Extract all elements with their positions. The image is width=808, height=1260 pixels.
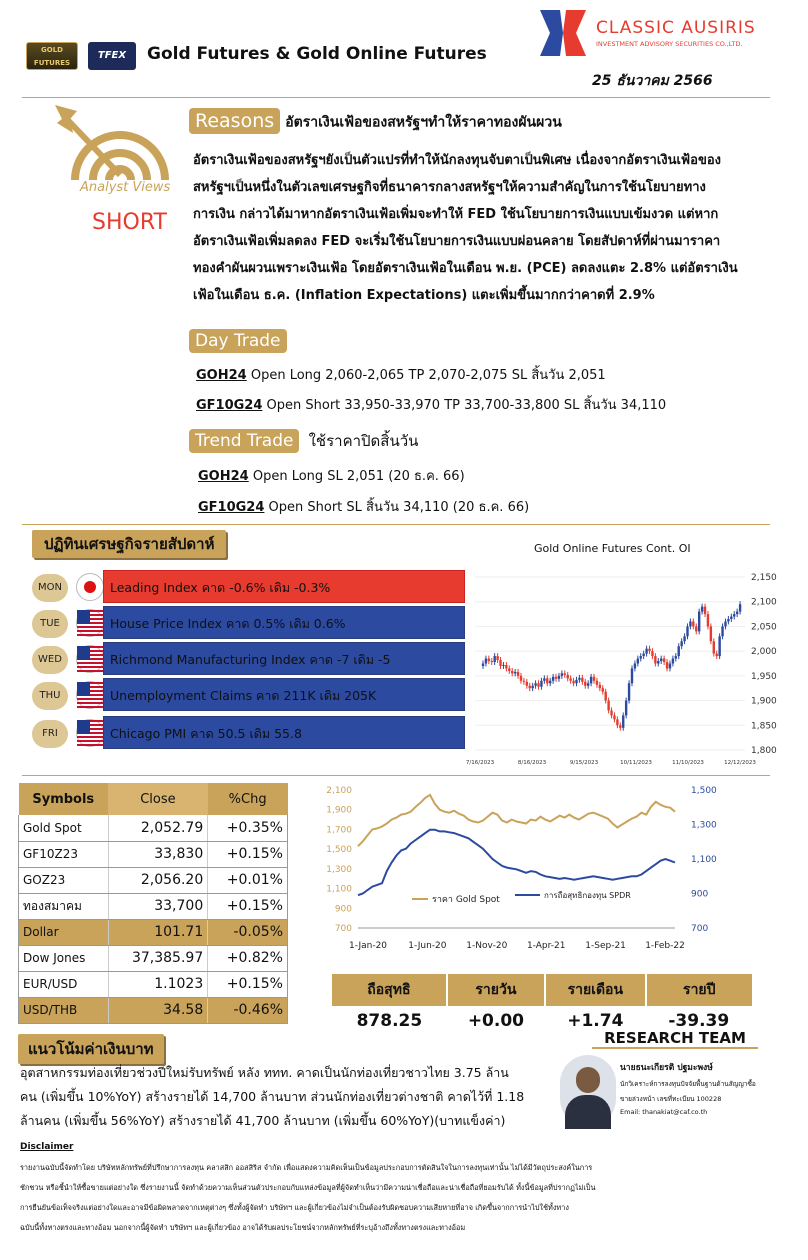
- disclaimer-title: Disclaimer: [20, 1142, 74, 1152]
- y-left-tick-label: 1,700: [326, 825, 352, 836]
- candle: [680, 641, 682, 646]
- trend-trade-note: ใช้ราคาปิดสิ้นวัน: [308, 432, 419, 450]
- summary-value: -39.39: [668, 1011, 730, 1031]
- calendar-title: ปฏิทินเศรษฐกิจรายสัปดาห์: [32, 530, 226, 558]
- candle: [482, 664, 484, 666]
- calendar-event: Leading Index คาด -0.6% เดิม -0.3%: [103, 570, 465, 603]
- candle: [587, 683, 589, 685]
- candle: [531, 686, 533, 688]
- symbols-table: [18, 783, 288, 1024]
- disclaimer-line: ชักชวน หรือชี้นำให้ซื้อขายแต่อย่างใด ซึ่งรายงานนี้ จัดทำด้วยความเห็นส่วนตัวประกอบกับแหล่งข้อมูลที่ผู้จัดทำเห็นว่ามีความน่าเชื่อถือและน่าเชื่อถือที่ยอมรับได้ ทั้งนี้ข้อมูลที่ปรากฏไม่เป็น: [20, 1183, 596, 1192]
- candle: [683, 636, 685, 641]
- table-row: [19, 971, 288, 997]
- legend-label: ราคา Gold Spot: [432, 895, 500, 905]
- reasons-headline: อัตราเงินเฟ้อของสหรัฐฯทำให้ราคาทองผันผวน: [285, 114, 562, 131]
- candle: [616, 719, 618, 725]
- table-header: Symbols: [32, 791, 95, 807]
- candle: [546, 678, 548, 683]
- candle: [529, 686, 531, 688]
- candle: [628, 683, 630, 700]
- page-title: Gold Futures & Gold Online Futures: [147, 44, 487, 64]
- candle: [701, 607, 703, 612]
- series-line: [358, 795, 675, 846]
- candle: [686, 626, 688, 636]
- table-cell-chg: -0.05%: [208, 919, 288, 945]
- y-tick-label: 2,150: [751, 573, 777, 583]
- day-badge-tue: TUE: [32, 610, 68, 638]
- analyst-views-label: Analyst Views: [80, 180, 171, 195]
- candle: [669, 664, 671, 669]
- candle: [485, 659, 487, 664]
- table-cell-close: 34.58: [108, 997, 208, 1023]
- day-badge-wed: WED: [32, 646, 68, 674]
- candle: [672, 659, 674, 664]
- trend-trade-item: GF10G24 Open Short SL สิ้นวัน 34,110 (20 ธ.ค. 66): [198, 500, 530, 515]
- us-flag-icon: [76, 609, 104, 637]
- research-email: Email: thanakiat@caf.co.th: [620, 1108, 708, 1116]
- reasons-section: [189, 108, 562, 134]
- company-subtitle: INVESTMENT ADVISORY SECURITIES CO.,LTD.: [596, 40, 743, 48]
- research-license: ขายล่วงหน้า เลขที่ทะเบียน 100228: [620, 1095, 722, 1103]
- y-left-tick-label: 1,500: [326, 845, 352, 856]
- disclaimer-body: [20, 1158, 780, 1238]
- candle: [716, 654, 718, 656]
- candle: [555, 677, 557, 679]
- candle: [604, 692, 606, 701]
- candle: [739, 604, 741, 611]
- x-tick-label: 10/11/2023: [620, 760, 652, 766]
- spdr-summary-table: [332, 974, 752, 1036]
- day-trade-label: Day Trade: [189, 329, 287, 353]
- candle: [651, 651, 653, 656]
- reasons-label: Reasons: [189, 108, 280, 134]
- table-cell-close: 1.1023: [108, 971, 208, 997]
- candle: [622, 715, 624, 727]
- y-left-tick-label: 1,100: [326, 884, 352, 895]
- candle: [704, 607, 706, 614]
- candle: [695, 626, 697, 631]
- target-dart-icon: [55, 105, 185, 185]
- legend-label: การถือสุทธิกองทุน SPDR: [544, 891, 631, 900]
- y-left-tick-label: 700: [334, 924, 352, 934]
- candle: [675, 656, 677, 658]
- candle: [493, 656, 495, 662]
- candle: [505, 665, 507, 668]
- table-row: [19, 945, 288, 971]
- candle: [534, 683, 536, 685]
- table-row: [19, 867, 288, 893]
- table-header: %Chg: [228, 791, 267, 807]
- table-cell-chg: +0.15%: [208, 893, 288, 919]
- x-tick-label: 8/16/2023: [517, 760, 547, 766]
- table-header: Close: [108, 783, 208, 815]
- candle: [581, 678, 583, 682]
- y-right-tick-label: 900: [691, 889, 709, 900]
- candle: [552, 677, 554, 681]
- calendar-event: Richmond Manufacturing Index คาด -7 เดิม -5: [103, 642, 465, 675]
- baht-line: อุตสาหกรรมท่องเที่ยวช่วงปีใหม่รับทรัพย์ หลัง ททท. คาดเป็นนักท่องเที่ยวชาวไทย 3.75 ล้าน: [20, 1065, 509, 1080]
- y-tick-label: 2,100: [751, 597, 777, 608]
- summary-header: รายปี: [646, 974, 752, 1006]
- x-tick-label: 1-Sep-21: [585, 941, 626, 951]
- table-cell-symbol: Gold Spot: [19, 815, 109, 841]
- table-cell-chg: +0.82%: [208, 945, 288, 971]
- candle: [549, 681, 551, 683]
- day-badge-fri: FRI: [32, 720, 68, 748]
- candle: [727, 619, 729, 621]
- research-team-label: RESEARCH TEAM: [592, 1029, 758, 1049]
- company-logo-icon: [540, 10, 586, 56]
- table-cell-close: 101.71: [108, 919, 208, 945]
- baht-body: [20, 1061, 548, 1133]
- section-divider: [22, 775, 770, 776]
- candle: [517, 672, 519, 676]
- candle: [491, 661, 493, 662]
- table-cell-close: 33,830: [108, 841, 208, 867]
- day-trade-item: GOH24 Open Long 2,060-2,065 TP 2,070-2,075 SL สิ้นวัน 2,051: [196, 368, 606, 383]
- candle: [698, 612, 700, 632]
- candle: [660, 659, 662, 661]
- candle: [575, 680, 577, 683]
- candle: [645, 649, 647, 654]
- candle: [599, 685, 601, 688]
- table-cell-chg: +0.15%: [208, 841, 288, 867]
- x-tick-label: 1-Jun-20: [408, 941, 447, 951]
- candle: [607, 701, 609, 711]
- candle: [540, 681, 542, 687]
- candle: [619, 725, 621, 727]
- header-divider: [22, 97, 770, 98]
- candle: [713, 641, 715, 653]
- candle: [567, 675, 569, 678]
- us-flag-icon: [76, 719, 104, 747]
- reasons-line: สหรัฐฯเป็นหนึ่งในตัวเลขเศรษฐกิจที่ธนาคารกลางสหรัฐฯให้ความสำคัญในการใช้นโยบายทาง: [193, 180, 706, 195]
- table-cell-symbol: ทองสมาคม: [19, 893, 109, 919]
- calendar-event: Unemployment Claims คาด 211K เดิม 205K: [103, 678, 465, 711]
- candle: [707, 614, 709, 626]
- table-row: [19, 815, 288, 841]
- series-line: [358, 830, 675, 896]
- table-cell-close: 37,385.97: [108, 945, 208, 971]
- candle: [733, 614, 735, 616]
- table-cell-close: 2,052.79: [108, 815, 208, 841]
- candle: [654, 656, 656, 663]
- y-left-tick-label: 2,100: [326, 786, 352, 796]
- gold-spdr-line-chart: [320, 780, 730, 960]
- trend-trade-item: GOH24 Open Long SL 2,051 (20 ธ.ค. 66): [198, 469, 465, 484]
- candle: [502, 665, 504, 666]
- x-tick-label: 12/12/2023: [724, 760, 756, 766]
- table-row: [19, 841, 288, 867]
- trend-trade-label: Trend Trade: [189, 429, 299, 453]
- candle: [736, 612, 738, 614]
- reasons-line: อัตราเงินเฟ้อเพิ่มลดลง FED จะเริ่มใช้นโยบายการเงินแบบผ่อนคลาย โดยสัปดาห์ที่ผ่านมาราคา: [193, 234, 721, 249]
- candle: [561, 673, 563, 675]
- table-cell-chg: +0.35%: [208, 815, 288, 841]
- us-flag-icon: [76, 645, 104, 673]
- candle: [710, 626, 712, 641]
- table-cell-symbol: USD/THB: [19, 997, 109, 1023]
- y-tick-label: 1,800: [751, 746, 777, 756]
- calendar-event: Chicago PMI คาด 50.5 เดิม 55.8: [103, 716, 465, 749]
- candle: [625, 701, 627, 716]
- candle: [508, 668, 510, 670]
- reasons-line: ทองคำผันผวนเพราะเงินเฟ้อ โดยอัตราเงินเฟ้อในเดือน พ.ย. (PCE) ลดลงแตะ 2.8% แต่อัตราเงิน: [193, 261, 738, 276]
- us-flag-icon: [76, 681, 104, 709]
- y-left-tick-label: 900: [334, 904, 352, 915]
- candle: [499, 660, 501, 666]
- x-tick-label: 9/15/2023: [569, 760, 599, 766]
- tfex-logo: TFEX: [88, 42, 136, 70]
- candle: [488, 659, 490, 661]
- summary-header: รายวัน: [447, 974, 545, 1006]
- y-tick-label: 2,050: [751, 622, 777, 633]
- candle: [593, 677, 595, 681]
- y-left-tick-label: 1,300: [326, 864, 352, 875]
- candle: [724, 621, 726, 626]
- candle: [610, 710, 612, 715]
- candle: [663, 659, 665, 662]
- table-cell-symbol: EUR/USD: [19, 971, 109, 997]
- candle: [634, 664, 636, 669]
- candle: [678, 646, 680, 656]
- table-cell-close: 33,700: [108, 893, 208, 919]
- candle: [689, 621, 691, 626]
- y-tick-label: 2,000: [751, 647, 777, 658]
- candle: [602, 688, 604, 691]
- candle: [526, 682, 528, 686]
- candlestick-chart: [465, 565, 795, 770]
- reasons-line: อัตราเงินเฟ้อของสหรัฐฯยังเป็นตัวแปรที่ทำให้นักลงทุนจับตาเป็นพิเศษ เนื่องจากอัตราเงินเฟ้อของ: [193, 153, 721, 168]
- y-right-tick-label: 1,300: [691, 820, 717, 831]
- candle: [537, 683, 539, 686]
- table-cell-symbol: GF10Z23: [19, 841, 109, 867]
- y-tick-label: 1,850: [751, 721, 777, 732]
- table-row: [19, 893, 288, 919]
- baht-label: แนวโน้มค่าเงินบาท: [18, 1034, 164, 1064]
- candle: [637, 659, 639, 664]
- candle: [730, 617, 732, 619]
- x-tick-label: 1-Apr-21: [526, 941, 566, 951]
- oi-chart-title: Gold Online Futures Cont. OI: [534, 542, 691, 555]
- table-cell-symbol: GOZ23: [19, 867, 109, 893]
- disclaimer-line: รายงานฉบับนี้จัดทำโดย บริษัทหลักทรัพย์ที่ปรึกษาการลงทุน คลาสสิก ออสสิริส จำกัด เพื่อแสดงความคิดเห็นเป็นข้อมูลประกอบการตัดสินใจในการลงทุนเท่านั้น ไม่ได้มีวัตถุประสงค์ในการ: [20, 1163, 593, 1172]
- day-badge-mon: MON: [32, 574, 68, 602]
- report-date: 25 ธันวาคม 2566: [592, 73, 713, 89]
- table-cell-close: 2,056.20: [108, 867, 208, 893]
- candle: [640, 656, 642, 658]
- gold-futures-logo: GOLD FUTURES: [26, 42, 78, 70]
- candle: [596, 681, 598, 685]
- candle: [496, 656, 498, 660]
- summary-value: 878.25: [356, 1011, 423, 1031]
- table-row: [19, 997, 288, 1023]
- summary-value: +0.00: [467, 1011, 525, 1031]
- candle: [569, 678, 571, 680]
- candle: [631, 668, 633, 683]
- reasons-line: เฟ้อในเดือน ธ.ค. (Inflation Expectations) แตะเพิ่มขึ้นมากกว่าคาดที่ 2.9%: [193, 288, 655, 303]
- disclaimer-line: ฉบับนี้ทั้งทางตรงและทางอ้อม นอกจากนี้ผู้จัดทำ บริษัทฯ และผู้เกี่ยวข้อง อาจได้รับผลประโยชน์จากหลักทรัพย์ที่ระบุอ้างถึงทั้งทางตรงและทางอ้อม: [20, 1223, 466, 1232]
- table-cell-chg: -0.46%: [208, 997, 288, 1023]
- table-row: [19, 919, 288, 945]
- section-divider: [22, 524, 770, 525]
- candle: [572, 681, 574, 683]
- summary-header: รายเดือน: [545, 974, 646, 1006]
- y-right-tick-label: 700: [691, 924, 709, 934]
- candle: [543, 678, 545, 680]
- y-right-tick-label: 1,500: [691, 786, 717, 796]
- x-tick-label: 11/10/2023: [672, 760, 704, 766]
- x-tick-label: 1-Feb-22: [645, 941, 685, 951]
- candle: [584, 682, 586, 686]
- disclaimer-line: การยืนยันข้อเท็จจริงแต่อย่างใดและอาจมีข้อผิดพลาดจากเหตุต่างๆ ซึ่งทั้งผู้จัดทำ บริษัทฯ และผู้เกี่ยวข้องไม่จำเป็นต้องรับผิดชอบความเสียหายที่อาจ เกิดขึ้นจากการนำไปใช้ทั้งทาง: [20, 1203, 569, 1212]
- japan-flag-icon: [76, 573, 104, 601]
- research-name: นายธนะเกียรติ ปฐมะพงษ์: [620, 1063, 713, 1073]
- candle: [718, 636, 720, 656]
- candle: [648, 649, 650, 651]
- candle: [657, 661, 659, 663]
- candle: [590, 677, 592, 683]
- candle: [613, 715, 615, 719]
- table-cell-symbol: Dollar: [19, 919, 109, 945]
- candle: [523, 681, 525, 682]
- candle: [520, 676, 522, 681]
- candle: [642, 654, 644, 656]
- research-role: นักวิเคราะห์การลงทุนปัจจัยพื้นฐานด้านสัญญาซื้อ: [620, 1080, 756, 1088]
- baht-line: คน (เพิ่มขึ้น 10%YoY) สร้างรายได้ 14,700 ล้านบาท ส่วนนักท่องเที่ยวต่างชาติ คาดไว้ที่ 1.18: [20, 1089, 525, 1104]
- analyst-view-value: SHORT: [92, 210, 167, 235]
- summary-header: ถือสุทธิ: [332, 974, 447, 1006]
- x-tick-label: 7/16/2023: [465, 760, 495, 766]
- x-tick-label: 1-Jan-20: [348, 941, 388, 951]
- y-tick-label: 1,950: [751, 671, 777, 682]
- x-tick-label: 1-Nov-20: [466, 941, 508, 951]
- candle: [692, 621, 694, 626]
- y-left-tick-label: 1,900: [326, 805, 352, 816]
- company-name: CLASSIC AUSIRIS: [596, 18, 756, 38]
- reasons-line: การเงิน กล่าวได้มาหากอัตราเงินเฟ้อเพิ่มจะทำให้ FED ใช้นโยบายการเงินแบบเข้มงวด แต่หาก: [193, 207, 719, 222]
- candle: [666, 662, 668, 668]
- y-right-tick-label: 1,100: [691, 855, 717, 865]
- y-tick-label: 1,900: [751, 696, 777, 707]
- candle: [721, 626, 723, 636]
- candle: [514, 672, 516, 673]
- candle: [578, 678, 580, 680]
- table-cell-symbol: Dow Jones: [19, 945, 109, 971]
- candle: [558, 676, 560, 679]
- calendar-event: House Price Index คาด 0.5% เดิม 0.6%: [103, 606, 465, 639]
- analyst-avatar: [560, 1055, 616, 1127]
- summary-value: +1.74: [567, 1011, 624, 1031]
- table-cell-chg: +0.01%: [208, 867, 288, 893]
- reasons-body: [193, 147, 783, 309]
- baht-line: ล้านคน (เพิ่มขึ้น 56%YoY) สร้างรายได้ 41,700 ล้านบาท (เพิ่มขึ้น 60%YoY)(บาทแข็งค่า): [20, 1113, 506, 1128]
- day-trade-item: GF10G24 Open Short 33,950-33,970 TP 33,700-33,800 SL สิ้นวัน 34,110: [196, 398, 667, 413]
- candle: [564, 673, 566, 674]
- day-badge-thu: THU: [32, 682, 68, 710]
- table-cell-chg: +0.15%: [208, 971, 288, 997]
- candle: [511, 671, 513, 673]
